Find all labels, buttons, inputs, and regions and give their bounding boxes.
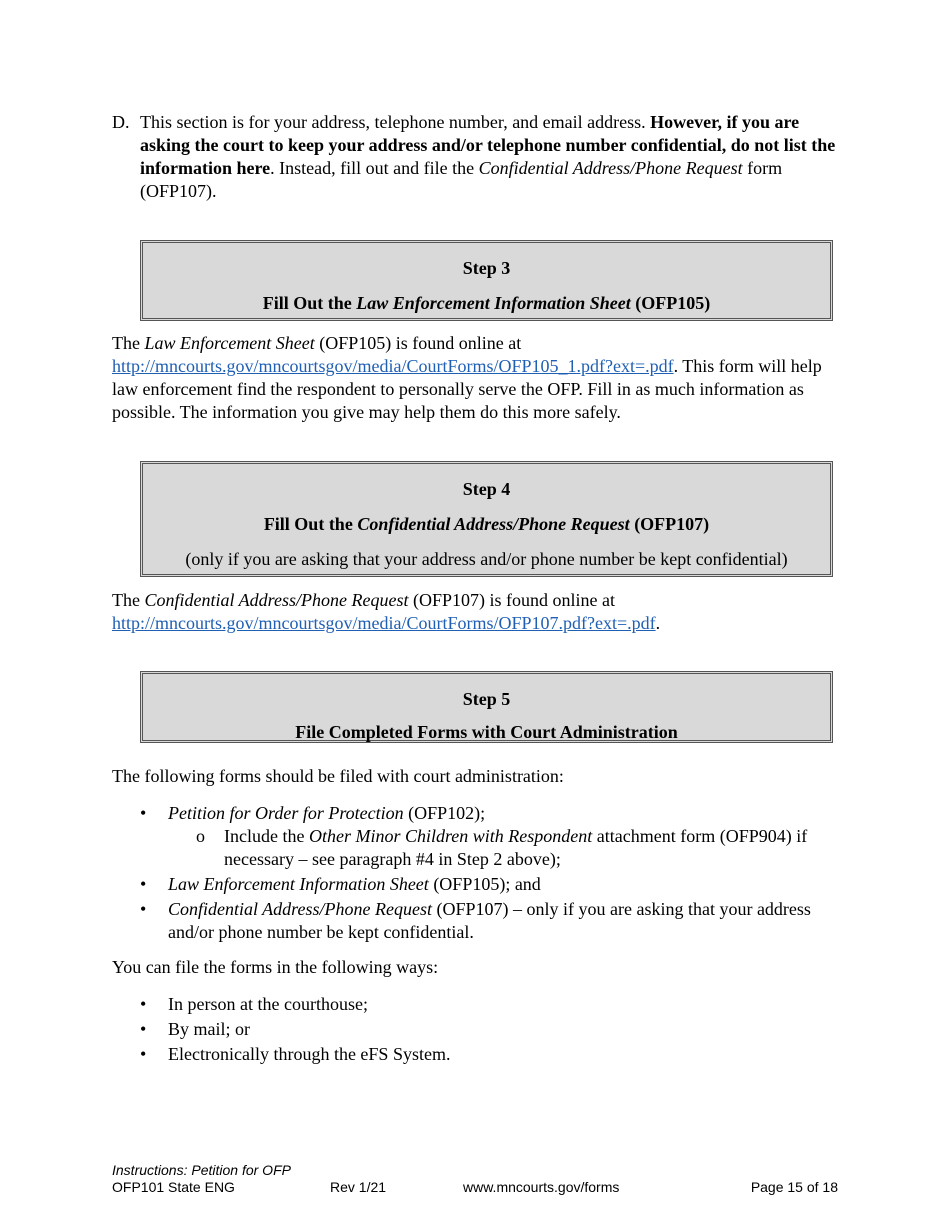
section-d-form-name: Confidential Address/Phone Request [478,158,743,178]
bullet-icon: • [140,874,147,894]
ways-list [112,993,842,1066]
sub-list-item [112,825,842,871]
footer-page-number: Page 15 of 18 [750,1179,838,1195]
paragraph-text: The [112,590,145,610]
section-d [112,111,842,203]
ofp105-link[interactable]: http://mncourts.gov/mncourtsgov/media/CourtForms/OFP105_1.pdf?ext=.pdf [112,356,674,376]
step-4-paragraph [112,589,842,635]
step-4-title-code: (OFP107) [629,514,710,534]
forms-list [112,802,842,944]
form-name: Petition for Order for Protection [168,803,404,823]
step-5-title: File Completed Forms with Court Administration [295,722,678,742]
footer-revision: Rev 1/21 [330,1179,387,1195]
filing-intro: The following forms should be filed with court administration: [112,766,564,786]
paragraph-text: . [655,613,661,633]
step-3-title-form: Law Enforcement Information Sheet [356,293,631,313]
section-d-warning: However, if you are asking the court to keep your address and/or telephone number confidential, do not list the information here [140,112,836,178]
footer-form-code: OFP101 State ENG [112,1179,235,1195]
list-item [112,1043,842,1066]
section-d-text: This section is for your address, telephone number, and email address. [140,112,651,132]
paragraph-text: (OFP107) is found online at [408,590,615,610]
list-item [112,873,842,896]
sub-item-text: attachment form (OFP904) if necessary – see paragraph #4 in Step 2 above); [224,826,808,869]
step-4-heading: Step 4 [462,479,511,499]
step-3-heading: Step 3 [462,258,511,278]
form-code: (OFP105); and [428,874,541,894]
form-name: Confidential Address/Phone Request [168,899,432,919]
step-5-heading: Step 5 [462,689,511,709]
paragraph-text: (OFP105) is found online at [314,333,522,353]
paragraph-text: . This form will help law enforcement find the respondent to personally serve the OFP. Fill in as much information as possible. The information you give may help them do this more safely. [112,356,822,422]
section-d-text: form (OFP107). [140,158,783,201]
step-5-box [140,671,833,743]
list-item [112,898,842,944]
list-item [112,802,842,825]
form-code: (OFP107) – only if you are asking that your address and/or phone number be kept confidential. [168,899,811,942]
section-d-body [140,111,842,203]
step-3-title-code: (OFP105) [630,293,711,313]
form-name: Other Minor Children with Respondent [308,826,593,846]
way-text: In person at the courthouse; [168,994,368,1014]
section-d-text: . Instead, fill out and file the [270,158,479,178]
list-item [112,1018,842,1041]
step-4-note: (only if you are asking that your address and/or phone number be kept confidential) [185,549,788,569]
bullet-icon: • [140,994,147,1014]
step-4-title [143,513,830,535]
section-d-label: D. [112,112,130,132]
paragraph-form-name: Confidential Address/Phone Request [144,590,409,610]
circle-bullet-icon: o [196,826,205,846]
bullet-icon: • [140,1044,147,1064]
sub-item-text: Include the [224,826,309,846]
step-4-title-text: Fill Out the [263,514,358,534]
bullet-icon: • [140,1019,147,1039]
paragraph-text: The [112,333,145,353]
footer-website[interactable]: www.mncourts.gov/forms [463,1179,620,1195]
form-code: (OFP102); [403,803,486,823]
way-text: By mail; or [168,1019,250,1039]
step-3-title-text: Fill Out the [262,293,357,313]
step-4-title-form: Confidential Address/Phone Request [357,514,630,534]
step-3-title [143,292,830,314]
ways-intro: You can file the forms in the following ways: [112,957,439,977]
step-3-box [140,240,833,321]
bullet-icon: • [140,899,147,919]
form-name: Law Enforcement Information Sheet [168,874,429,894]
bullet-icon: • [140,803,147,823]
way-text: Electronically through the eFS System. [168,1044,451,1064]
ofp107-link[interactable]: http://mncourts.gov/mncourtsgov/media/CourtForms/OFP107.pdf?ext=.pdf [112,613,656,633]
paragraph-form-name: Law Enforcement Sheet [144,333,315,353]
footer-title: Instructions: Petition for OFP [112,1162,291,1178]
step-4-box [140,461,833,577]
list-item [112,993,842,1016]
step-3-paragraph [112,332,842,424]
